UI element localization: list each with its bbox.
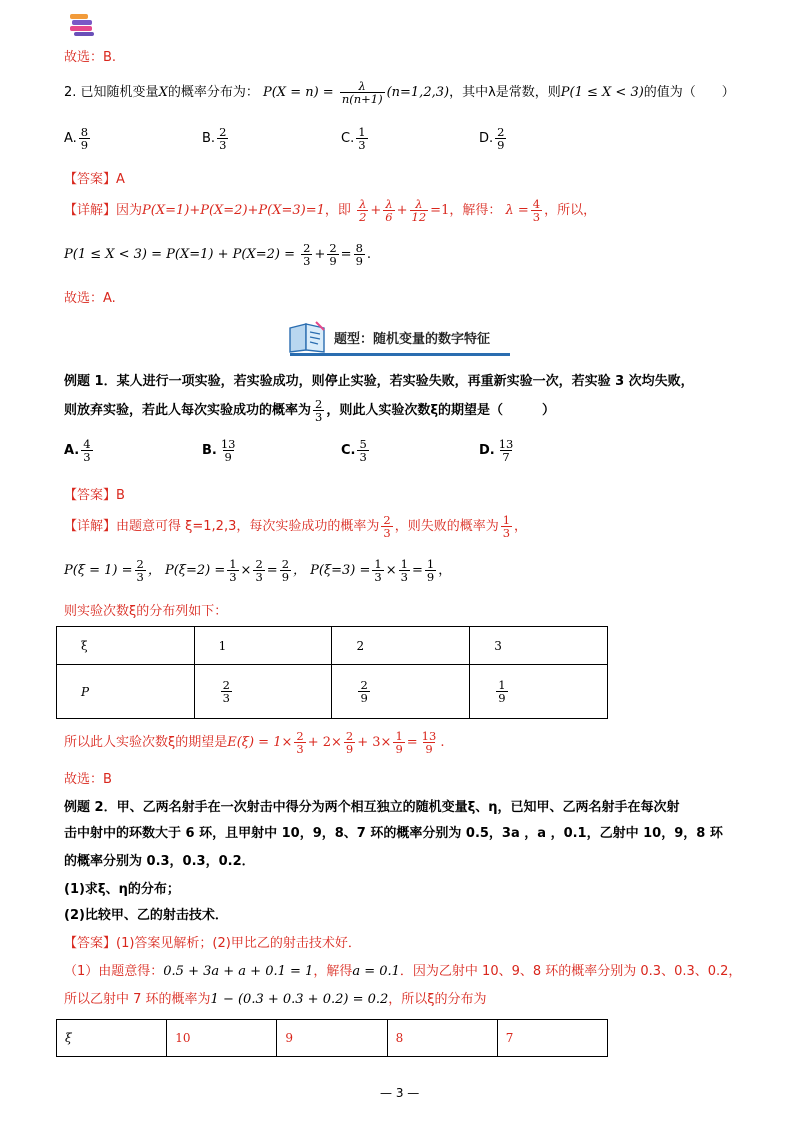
q2-detail-line2: P(1 ≤ X < 3) = P(X=1) + P(X=2) = $\frac{2}{3}$ + $\frac{2}{9}$ = $\frac{8}{9}$ . xyxy=(64,241,372,269)
ex1-p1-den: 3 xyxy=(136,570,144,585)
ex1-p3-f1 xyxy=(372,558,383,583)
q2-line2-b-num: 2 xyxy=(329,241,337,255)
q2-lam-num-3: λ xyxy=(415,197,423,211)
ex1-table-frac xyxy=(358,679,369,704)
q2-option-b-num: 2 xyxy=(219,125,227,139)
ex1-p2-f2-den: 3 xyxy=(255,570,263,585)
ex2-line3: 的概率分别为 0.3，0.3，0.2． xyxy=(64,854,255,869)
ex1-p3-f2 xyxy=(399,558,410,583)
ex1-table-row-xi xyxy=(57,627,608,665)
ex1-exp-f2-den: 9 xyxy=(345,742,354,757)
ex1-table-frac-den: 9 xyxy=(498,691,506,705)
q2-option-c-label: C. xyxy=(341,131,355,147)
ex1-succ-num: 2 xyxy=(383,513,391,527)
ex1-table-cell xyxy=(332,665,470,719)
ex2-table-cell: 9 xyxy=(277,1020,387,1057)
q2-line2-r-den: 9 xyxy=(355,254,363,269)
ex1-conclusion: 故选：B xyxy=(64,772,112,787)
ex1-p3-times: × xyxy=(385,563,397,579)
q2-option-a-num: 8 xyxy=(80,125,89,139)
q2-line2-r-num: 8 xyxy=(355,241,363,255)
q2-pmf-lhs: P(X = n) = xyxy=(262,85,334,101)
ex1-table-cell: 1 xyxy=(194,627,332,665)
open-book-icon xyxy=(290,322,324,352)
ex2-solution-line2 xyxy=(64,988,487,1007)
q2-lam-over-6 xyxy=(383,198,394,223)
ex1-option-a-num: 4 xyxy=(83,437,91,451)
ex1-exp-f1-den: 3 xyxy=(296,742,304,757)
ex1-detail1-comma: ， xyxy=(514,519,528,535)
ex1-option-a-den: 3 xyxy=(83,450,91,465)
q2-option-b[interactable] xyxy=(202,126,230,151)
q2-option-d-label: D. xyxy=(479,131,494,147)
q2-detail-solve: ，解得： xyxy=(449,203,502,219)
q2-option-b-label: B. xyxy=(202,131,216,147)
ex1-option-b-frac xyxy=(219,438,238,463)
page-number: — 3 — xyxy=(380,1086,420,1100)
ex2-table-row xyxy=(57,1020,608,1057)
ex1-p3-res xyxy=(425,558,436,583)
ex2-sol1-a: a = 0.1 xyxy=(352,964,400,979)
q2-number: 2. xyxy=(64,85,77,101)
q2-option-c-den: 3 xyxy=(358,138,366,153)
q2-lam-num-2: λ xyxy=(385,197,393,211)
ex1-p2-f1-den: 3 xyxy=(229,570,237,585)
ex1-detail-line1 xyxy=(64,514,527,539)
ex1-p2-times: × xyxy=(240,563,252,579)
q2-option-d-frac xyxy=(495,126,506,151)
q2-detail-head: 【详解】因为 xyxy=(64,203,143,219)
ex1-option-c-num: 5 xyxy=(359,437,367,451)
q2-lam-value-num: 4 xyxy=(532,197,541,211)
q2-line2-frac-a xyxy=(301,242,312,267)
ex1-p2-lhs: ， P(ξ=2) = xyxy=(147,563,226,579)
ex1-exp-result xyxy=(420,730,439,755)
ex1-answer: 【答案】B xyxy=(64,488,125,503)
ex1-option-a[interactable] xyxy=(64,438,95,463)
ex2-sub1: (1)求ξ、η的分布； xyxy=(64,882,180,897)
q2-option-a-label: A. xyxy=(64,131,77,147)
ex1-option-c-label: C. xyxy=(341,443,356,459)
ex1-option-d[interactable] xyxy=(479,438,517,463)
ex1-fail-frac xyxy=(501,514,512,539)
ex1-table-frac-den: 9 xyxy=(360,691,368,705)
q2-line2-a-num: 2 xyxy=(303,241,311,255)
ex1-exp-f1-num: 2 xyxy=(296,729,304,743)
ex1-table-cell: 3 xyxy=(470,627,608,665)
q2-stem-pre: 已知随机变量 xyxy=(80,85,159,101)
q2-pmf-num: λ xyxy=(358,79,366,93)
ex1-p2-res xyxy=(280,558,291,583)
ex1-p-frac xyxy=(313,398,324,423)
q2-lam-value-den: 3 xyxy=(532,210,541,225)
ex1-fail-den: 3 xyxy=(502,526,511,541)
ex1-option-d-label: D. xyxy=(479,443,495,459)
ex2-table-cell: 8 xyxy=(387,1020,497,1057)
q2-pmf-domain: (n=1,2,3) xyxy=(386,85,450,101)
q2-lam-eq: λ = xyxy=(505,203,529,219)
q2-lam-value xyxy=(531,198,542,223)
q2-line2-lhs: P(1 ≤ X < 3) = P(X=1) + P(X=2) = xyxy=(64,247,295,263)
q2-line2-frac-b xyxy=(327,242,338,267)
ex2-distribution-table xyxy=(56,1019,608,1057)
ex1-distribution-table xyxy=(56,626,608,719)
ex1-detail-line2 xyxy=(64,558,451,583)
ex1-line2 xyxy=(64,398,555,423)
section-title: 题型：随机变量的数字特征 xyxy=(334,332,491,347)
ex1-line2-pre: 则放弃实验，若此人每次实验成功的概率为 xyxy=(64,403,312,419)
q2-detail-mid: ，即 xyxy=(324,203,351,219)
ex1-p2-f1-num: 1 xyxy=(229,557,237,571)
q2-option-c-num: 1 xyxy=(358,125,366,139)
ex2-table-cell: ξ xyxy=(57,1020,167,1057)
q2-pmf-fraction xyxy=(340,80,385,105)
ex1-exp-f3 xyxy=(393,730,404,755)
q2-lam-over-12 xyxy=(410,198,429,223)
ex1-table-cell xyxy=(194,665,332,719)
q2-conclusion: 故选：A. xyxy=(64,291,116,306)
ex1-table-frac-num: 2 xyxy=(360,677,368,692)
ex1-table-frac-num: 2 xyxy=(222,677,230,692)
ex1-p2-f2 xyxy=(253,558,264,583)
ex1-p3-f2-num: 1 xyxy=(400,557,408,571)
ex1-option-d-den: 7 xyxy=(502,450,510,465)
ex1-exp-p2: + 2× xyxy=(307,735,342,751)
ex1-detail1-pre: 【详解】由题意可得 ξ=1,2,3，每次实验成功的概率为 xyxy=(64,519,380,535)
ex2-sub2: (2)比较甲、乙的射击技术． xyxy=(64,908,228,923)
q2-detail-eq1: P(X=1)+P(X=2)+P(X=3)=1 xyxy=(142,203,325,219)
q2-lam-num-1: λ xyxy=(359,197,367,211)
ex1-table-cell: P xyxy=(57,665,195,719)
q2-lam-over-2 xyxy=(357,198,368,223)
top-conclusion: 故选：B. xyxy=(64,50,117,65)
ex1-p3-f1-num: 1 xyxy=(374,557,382,571)
ex1-p-num: 2 xyxy=(315,397,323,411)
ex1-p3-f2-den: 3 xyxy=(400,570,408,585)
ex1-option-b-label: B. xyxy=(202,443,217,459)
ex1-p3-eq: = xyxy=(411,563,423,579)
q2-option-d[interactable] xyxy=(479,126,508,151)
ex1-option-b-num: 13 xyxy=(220,437,236,451)
ex2-sol2-eq: 1 − (0.3 + 0.3 + 0.2) = 0.2 xyxy=(210,992,389,1007)
ex1-p2-f1 xyxy=(227,558,238,583)
ex1-option-c[interactable] xyxy=(341,438,371,463)
q2-option-a-den: 9 xyxy=(80,138,89,153)
q2-option-c[interactable] xyxy=(341,126,370,151)
ex1-exp-lhs: E(ξ) = 1× xyxy=(227,735,293,751)
ex1-succ-frac xyxy=(381,514,392,539)
ex1-exp-end: = xyxy=(406,735,418,751)
q2-den-6: 6 xyxy=(385,210,393,225)
q2-line2-b-den: 9 xyxy=(329,254,337,269)
ex1-exp-p3: + 3× xyxy=(357,735,392,751)
ex1-line2-post: ，则此人实验次数ξ的期望是（ ） xyxy=(326,403,556,419)
ex1-table-cell xyxy=(470,665,608,719)
ex1-option-d-frac xyxy=(497,438,516,463)
q2-answer: 【答案】A xyxy=(64,172,125,187)
ex1-p3-res-den: 9 xyxy=(426,570,435,585)
ex1-option-d-num: 13 xyxy=(498,437,514,451)
q2-line2-a-den: 3 xyxy=(303,254,311,269)
ex1-fail-num: 1 xyxy=(502,513,511,527)
q2-detail-line1: 【详解】因为P(X=1)+P(X=2)+P(X=3)=1，即 $\frac{\lambda}{2}$ + $\frac{\lambda}{6}$ + $\frac{\lambda}{12}$ =1，解得： λ = $\frac{4}{3}$ ，所以， xyxy=(64,197,597,225)
ex1-p2-eq: = xyxy=(266,563,278,579)
ex1-table-cell: 2 xyxy=(332,627,470,665)
ex1-table-frac-den: 3 xyxy=(222,691,230,705)
ex1-p1-lhs: P(ξ = 1) = xyxy=(64,563,133,579)
ex1-exp-f2 xyxy=(344,730,355,755)
ex1-p3-comma: ， xyxy=(438,563,452,579)
ex2-sol2-post: ，所以ξ的分布为 xyxy=(388,992,487,1007)
ex2-answer: 【答案】(1)答案见解析；(2)甲比乙的射击技术好． xyxy=(64,936,361,951)
q2-x: X xyxy=(158,85,168,101)
ex1-option-c-frac xyxy=(357,438,368,463)
q2-line2-frac-r xyxy=(354,242,365,267)
q2-stem-mid: 的概率分布为： xyxy=(167,85,259,101)
ex2-table-cell: 10 xyxy=(167,1020,277,1057)
ex1-exp-f3-den: 9 xyxy=(395,742,403,757)
ex1-p3-f1-den: 3 xyxy=(374,570,382,585)
q2-stem-post: ，其中λ是常数，则 xyxy=(449,85,561,101)
q2-stem-end: 的值为（ ） xyxy=(643,85,735,101)
ex2-sol2-pre: 所以乙射中 7 环的概率为 xyxy=(64,992,211,1007)
ex1-option-a-label: A. xyxy=(64,443,80,459)
ex1-table-frac xyxy=(496,679,507,704)
ex1-option-a-frac xyxy=(81,438,92,463)
q2-option-b-frac xyxy=(217,126,228,151)
q2-den-2: 2 xyxy=(359,210,367,225)
ex1-exp-f2-num: 2 xyxy=(345,729,354,743)
ex1-detail1-mid: ，则失败的概率为 xyxy=(394,519,499,535)
ex1-p1-frac xyxy=(135,558,146,583)
ex1-exp-f1 xyxy=(294,730,305,755)
ex2-solution-line1 xyxy=(64,960,741,979)
q2-sum-end: =1 xyxy=(430,203,450,219)
ex1-p1-num: 2 xyxy=(136,557,144,571)
ex2-table-cell: 7 xyxy=(497,1020,607,1057)
q2-option-d-num: 2 xyxy=(497,125,505,139)
ex1-exp-result-den: 9 xyxy=(425,742,433,757)
ex1-table-frac xyxy=(221,679,232,704)
ex1-table-frac-num: 1 xyxy=(498,677,506,692)
ex1-exp-result-num: 13 xyxy=(421,729,437,743)
ex1-exp-f3-num: 1 xyxy=(395,729,403,743)
ex2-line2: 击中射中的环数大于 6 环，且甲射中 10，9，8、7 环的概率分别为 0.5，3a ，a ，0.1，乙射中 10，9，8 环 xyxy=(64,826,723,841)
ex2-sol1-eq: 0.5 + 3a + a + 0.1 = 1 xyxy=(163,964,314,979)
q2-option-c-frac xyxy=(356,126,367,151)
book-stack-icon xyxy=(64,6,98,40)
q2-prob-expr: P(1 ≤ X < 3) xyxy=(560,85,644,101)
ex1-table-row-p xyxy=(57,665,608,719)
ex2-sol1-post: ．因为乙射中 10、9、8 环的概率分别为 0.3、0.3、0.2， xyxy=(399,964,742,979)
ex1-expectation: 所以此人实验次数ξ的期望是E(ξ) = 1× $\frac{2}{3}$ + 2× $\frac{2}{9}$ + 3× $\frac{1}{9}$ = $\frac{13}{9}$ . xyxy=(64,729,445,757)
ex1-p2-f2-num: 2 xyxy=(255,557,263,571)
ex1-option-c-den: 3 xyxy=(359,450,367,465)
q2-pmf-den: n(n+1) xyxy=(341,92,383,107)
ex1-succ-den: 3 xyxy=(383,526,391,541)
ex1-p3-lhs: ， P(ξ=3) = xyxy=(293,563,371,579)
ex2-sol1-mid: ，解得 xyxy=(313,964,353,979)
ex1-p2-res-den: 9 xyxy=(281,570,290,585)
ex1-p-den: 3 xyxy=(315,410,323,425)
ex1-option-b[interactable] xyxy=(202,438,240,463)
q2-detail-so: ，所以， xyxy=(544,203,597,219)
ex1-dist-title: 则实验次数ξ的分布列如下： xyxy=(64,604,228,619)
q2-den-12: 12 xyxy=(411,210,427,225)
ex1-line1: 例题 1．某人进行一项实验，若实验成功，则停止实验，若实验失败，再重新实验一次，若实验 3 次均失败， xyxy=(64,374,694,389)
q2-stem xyxy=(64,80,735,105)
q2-option-a-frac xyxy=(79,126,90,151)
q2-option-b-den: 3 xyxy=(219,138,227,153)
q2-option-d-den: 9 xyxy=(497,138,505,153)
ex1-option-b-den: 9 xyxy=(224,450,232,465)
ex2-sol1-pre: （1）由题意得： xyxy=(64,964,164,979)
ex1-exp-pre: 所以此人实验次数ξ的期望是 xyxy=(64,735,228,751)
ex1-p2-res-num: 2 xyxy=(281,557,290,571)
ex2-line1: 例题 2．甲、乙两名射手在一次射击中得分为两个相互独立的随机变量ξ、η，已知甲、乙两名射手在每次射 xyxy=(64,800,680,815)
ex1-table-cell: ξ xyxy=(57,627,195,665)
q2-option-a[interactable] xyxy=(64,126,92,151)
section-underline xyxy=(290,353,510,356)
ex1-p3-res-num: 1 xyxy=(426,557,435,571)
